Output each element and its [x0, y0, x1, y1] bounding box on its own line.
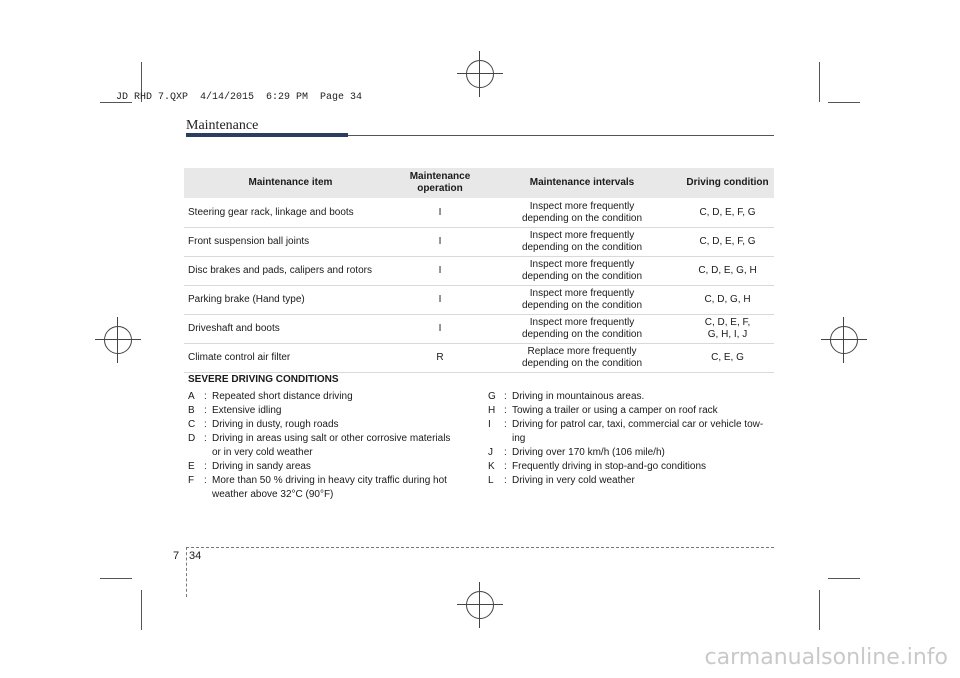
cell-interval-text: Inspect more frequently: [529, 317, 635, 328]
cell-item-text: Driveshaft and boots: [188, 323, 280, 334]
condition-key: K: [488, 461, 495, 472]
condition-separator: :: [504, 405, 507, 416]
conditions-list-left: [188, 390, 460, 502]
table-row: [184, 344, 774, 373]
cell-operation-text: R: [436, 352, 444, 363]
watermark: carmanualsonline.info: [704, 645, 948, 670]
condition-item: [188, 404, 460, 418]
section-title: Maintenance: [186, 118, 259, 133]
registration-mark-icon: [466, 60, 494, 88]
condition-item: [188, 460, 460, 474]
condition-key: L: [488, 475, 494, 486]
cell-interval: [483, 315, 681, 344]
condition-separator: :: [204, 461, 207, 472]
print-slug: JD RHD 7.QXP 4/14/2015 6:29 PM Page 34: [116, 92, 363, 103]
maintenance-table: [184, 168, 774, 373]
footer-rule: [186, 547, 774, 548]
condition-separator: :: [204, 405, 207, 416]
condition-key: J: [488, 447, 493, 458]
cell-interval-text: depending on the condition: [521, 242, 643, 253]
cell-driving-condition: [681, 344, 774, 373]
condition-separator: :: [504, 419, 507, 430]
cell-operation: [397, 257, 483, 286]
condition-separator: :: [504, 447, 507, 458]
cell-operation-text: I: [438, 236, 442, 247]
condition-item: [488, 460, 776, 474]
condition-item: [188, 390, 460, 404]
header-item: Maintenance item: [184, 168, 397, 199]
condition-separator: :: [504, 461, 507, 472]
footer-divider: [186, 547, 187, 597]
condition-text: Extensive idling: [212, 405, 282, 416]
crop-mark: [828, 578, 860, 579]
header-intervals: Maintenance intervals: [483, 168, 681, 199]
cell-interval-text: Inspect more frequently: [529, 259, 635, 270]
cell-item: [184, 315, 397, 344]
crop-mark: [828, 102, 860, 103]
condition-separator: :: [504, 391, 507, 402]
condition-text: Driving in dusty, rough roads: [212, 419, 339, 430]
cell-interval: [483, 228, 681, 257]
condition-key: F: [188, 475, 195, 486]
cell-item-text: Disc brakes and pads, calipers and rotors: [188, 265, 372, 276]
cell-operation: [397, 228, 483, 257]
condition-text: Driving over 170 km/h (106 mile/h): [512, 447, 665, 458]
condition-separator: :: [204, 475, 207, 486]
cell-driving-condition-text: C, D, E, F, G: [699, 207, 756, 218]
table-row: [184, 228, 774, 257]
cell-operation-text: I: [438, 323, 442, 334]
cell-interval-text: Inspect more frequently: [529, 288, 635, 299]
condition-separator: :: [204, 419, 207, 430]
cell-driving-condition: [681, 228, 774, 257]
cell-operation-text: I: [438, 294, 442, 305]
condition-item: [188, 432, 460, 460]
condition-item: [188, 474, 460, 502]
cell-item-text: Parking brake (Hand type): [188, 294, 305, 305]
condition-key: I: [488, 419, 491, 430]
cell-driving-condition-text: G, H, I, J: [707, 329, 748, 340]
header-driving-condition: Driving condition: [681, 168, 774, 199]
condition-key: G: [488, 391, 496, 402]
cell-interval-text: Inspect more frequently: [529, 230, 635, 241]
condition-key: D: [188, 433, 196, 444]
title-rule: [186, 133, 348, 137]
cell-operation: [397, 199, 483, 228]
condition-text: Driving in very cold weather: [512, 475, 635, 486]
condition-text: Driving in areas using salt or other corrosive materials or in very cold weather: [212, 433, 451, 458]
condition-text: Driving for patrol car, taxi, commercial car or vehicle tow-ing: [512, 419, 764, 444]
condition-item: [188, 418, 460, 432]
cell-driving-condition-text: C, D, E, G, H: [698, 265, 757, 276]
page-number: 34: [189, 550, 202, 562]
cell-interval-text: Replace more frequently: [527, 346, 637, 357]
condition-item: [488, 446, 776, 460]
cell-operation: [397, 344, 483, 373]
condition-item: [488, 418, 776, 446]
cell-interval: [483, 199, 681, 228]
cell-operation-text: I: [438, 207, 442, 218]
condition-text: Driving in mountainous areas.: [512, 391, 645, 402]
condition-key: C: [188, 419, 196, 430]
condition-key: E: [188, 461, 195, 472]
cell-driving-condition: [681, 286, 774, 315]
table-row: [184, 257, 774, 286]
severe-conditions-title: SEVERE DRIVING CONDITIONS: [188, 374, 339, 385]
cell-operation-text: I: [438, 265, 442, 276]
condition-key: A: [188, 391, 195, 402]
condition-item: [488, 390, 776, 404]
condition-text: More than 50 % driving in heavy city traffic during hot weather above 32°C (90°F): [212, 475, 447, 500]
condition-separator: :: [204, 391, 207, 402]
condition-key: H: [488, 405, 496, 416]
cell-driving-condition-text: C, E, G: [711, 352, 744, 363]
cell-item: [184, 344, 397, 373]
cell-item: [184, 257, 397, 286]
cell-interval: [483, 257, 681, 286]
cell-operation: [397, 315, 483, 344]
crop-mark: [819, 590, 820, 630]
condition-separator: :: [504, 475, 507, 486]
header-operation: Maintenance operation: [397, 168, 483, 199]
cell-driving-condition-text: C, D, E, F,: [704, 317, 751, 328]
crop-mark: [100, 578, 132, 579]
table-row: [184, 199, 774, 228]
cell-interval-text: depending on the condition: [521, 300, 643, 311]
cell-item: [184, 228, 397, 257]
cell-interval-text: depending on the condition: [521, 329, 643, 340]
crop-mark: [141, 590, 142, 630]
condition-text: Repeated short distance driving: [212, 391, 353, 402]
cell-interval-text: depending on the condition: [521, 358, 643, 369]
cell-interval: [483, 286, 681, 315]
title-rule-thin: [348, 135, 774, 136]
condition-text: Frequently driving in stop-and-go conditions: [512, 461, 706, 472]
cell-driving-condition-text: C, D, E, F, G: [699, 236, 756, 247]
cell-item-text: Front suspension ball joints: [188, 236, 310, 247]
cell-item: [184, 286, 397, 315]
cell-operation: [397, 286, 483, 315]
cell-item: [184, 199, 397, 228]
cell-driving-condition: [681, 199, 774, 228]
cell-interval: [483, 344, 681, 373]
cell-item-text: Steering gear rack, linkage and boots: [188, 207, 354, 218]
condition-key: B: [188, 405, 195, 416]
registration-mark-icon: [104, 326, 132, 354]
registration-mark-icon: [830, 326, 858, 354]
cell-driving-condition-text: C, D, G, H: [704, 294, 751, 305]
table-header-row: [184, 168, 774, 199]
condition-separator: :: [204, 433, 207, 444]
registration-mark-icon: [466, 591, 494, 619]
cell-interval-text: Inspect more frequently: [529, 201, 635, 212]
condition-item: [488, 474, 776, 488]
cell-driving-condition: [681, 315, 774, 344]
table-row: [184, 286, 774, 315]
cell-driving-condition: [681, 257, 774, 286]
table-row: [184, 315, 774, 344]
conditions-list-right: [488, 390, 776, 488]
condition-text: Driving in sandy areas: [212, 461, 311, 472]
cell-interval-text: depending on the condition: [521, 271, 643, 282]
chapter-number: 7: [173, 550, 180, 562]
crop-mark: [819, 62, 820, 102]
cell-item-text: Climate control air filter: [188, 352, 291, 363]
cell-interval-text: depending on the condition: [521, 213, 643, 224]
condition-item: [488, 404, 776, 418]
condition-text: Towing a trailer or using a camper on roof rack: [512, 405, 718, 416]
